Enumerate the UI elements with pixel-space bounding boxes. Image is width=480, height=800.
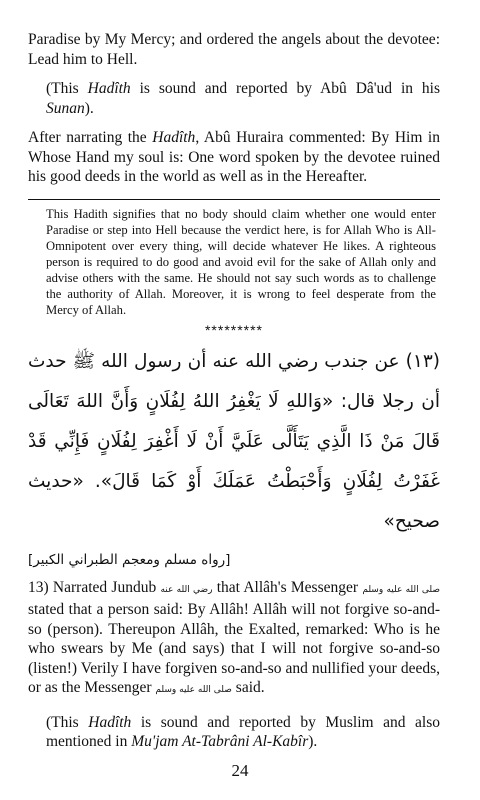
arabic-honorific: صلى الله عليه وسلم — [362, 584, 441, 595]
paragraph-continuation: Paradise by My Mercy; and ordered the angels about the devotee: Lead him to Hell. — [28, 31, 440, 68]
text: ). — [84, 99, 94, 117]
text: (This — [46, 713, 89, 731]
term-hadith: Hadîth — [87, 80, 131, 97]
explanatory-note: This Hadith signifies that no body should claim whether one would enter Paradise or step into Hell because the verdict here, is for Allah Who is All-Omnipotent over every thing, will decide whatever He likes. A righteous person is required to do good and avoid evil for the sake of Allah only and advise others with the same. He should not say such words as to challenge the authority of Allah. Moreover, it is wrong to feel desperate from the Mercy of Allah. — [46, 206, 436, 317]
text: 13) Narrated Jundub — [28, 578, 161, 596]
text: ). — [308, 733, 318, 750]
text: stated that a person said: By Allâh! Allâh will not forgive so-and-so (person). Thereupon Allâh, the Exalted, remarked: Who is he who swears by Me (and says) that I will not forgive so-and-so (listen!) Verily I have forgiven so-and-so and nullified your deeds, or as the Messenger — [28, 601, 440, 696]
commentary-paragraph — [28, 128, 440, 187]
hadith-source-note-2 — [46, 713, 440, 752]
book-page — [28, 30, 440, 752]
text: is sound and reported by Abû Dâ'ud in his — [130, 80, 440, 97]
section-divider — [28, 199, 440, 200]
text: (This — [46, 80, 88, 97]
arabic-honorific: صلى الله عليه وسلم — [155, 685, 232, 695]
text: , Abû Huraira commented: By Him in Whose Hand my soul is: One word spoken by the devotee ruined his good deeds in the world as well as in the Hereafter. — [28, 129, 440, 185]
arabic-hadith-text: (١٣) عن جندب رضي الله عنه أن رسول الله ﷺ حدث أن رجلا قال: «وَاللهِ لَا يَغْفِرُ اللهُ لِفُلَانٍ وَأَنَّ اللهَ تَعَالَى قَالَ مَنْ ذَا الَّذِي يَتَأَلَّى عَلَيَّ أَنْ لَا أَغْفِرَ لِفُلَانٍ فَإِنِّي قَدْ غَفَرْتُ لِفُلَانٍ وَأَحْبَطْتُ عَمَلَكَ أَوْ كَمَا قَالَ». «حديث صحيح» — [28, 350, 440, 532]
text: After narrating the — [28, 129, 153, 146]
text: that Allâh's Messenger — [212, 578, 363, 596]
hadith-13-translation — [28, 578, 440, 701]
page-number: 24 — [231, 761, 249, 780]
text: is sound and reported by Muslim and also mentioned in — [46, 713, 440, 750]
text: said. — [231, 679, 265, 696]
arabic-reference: [رواه مسلم ومعجم الطبراني الكبير] — [28, 551, 231, 568]
separator-stars: ********* — [204, 321, 264, 338]
term-sunan: Sunan — [46, 99, 85, 117]
term-hadith: Hadîth — [152, 129, 196, 146]
term-hadith: Hadîth — [88, 713, 132, 731]
term-source: Mu'jam At-Tabrâni Al-Kabîr — [131, 733, 309, 750]
hadith-source-note-1 — [46, 79, 440, 118]
arabic-honorific: رضي الله عنه — [160, 584, 213, 595]
